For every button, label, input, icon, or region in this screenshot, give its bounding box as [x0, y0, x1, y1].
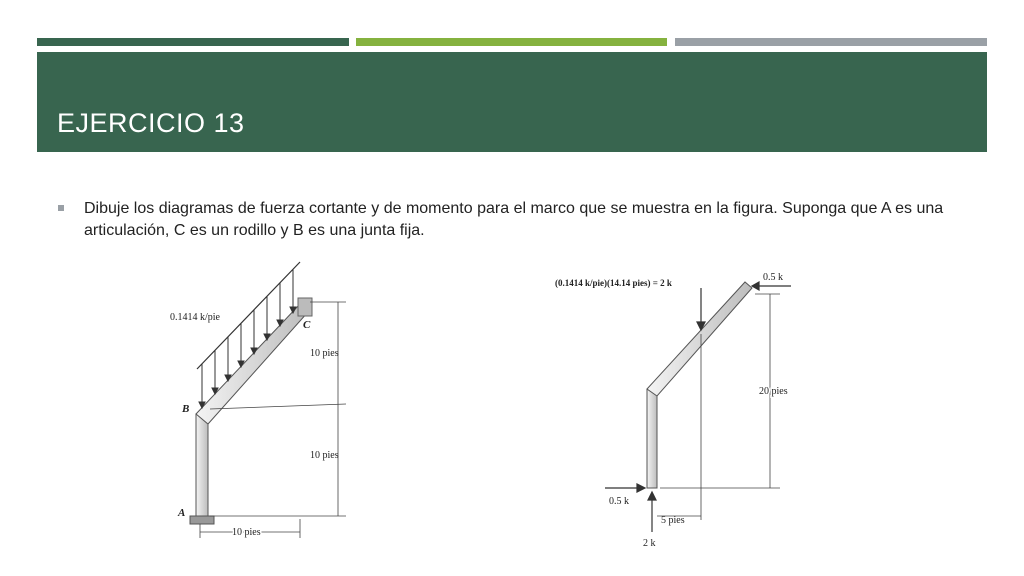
pin-support-a [190, 516, 214, 524]
free-body-diagram [555, 264, 810, 554]
top-force-label: 0.5 k [763, 272, 783, 283]
fbd-inclined [647, 282, 752, 396]
bullet-text: Dibuje los diagramas de fuerza cortante y de momento para el marco que se muestra en la figura. Suponga que A es una articulación, C es un rodillo y B es una junta fija. [84, 200, 944, 239]
bullet-item [58, 198, 968, 242]
roller-support-c [298, 298, 312, 316]
slide-title: EJERCICIO 13 [57, 108, 245, 138]
point-b-label: B [182, 403, 190, 415]
title-band [37, 52, 987, 152]
base-horizontal-arrow [605, 484, 645, 492]
dim-base-label: 10 pies [232, 527, 261, 538]
top-force-arrow [752, 282, 791, 290]
frame-diagram-left [160, 254, 370, 549]
accent-bar-gray [675, 38, 987, 46]
dim-lower-label: 10 pies [310, 450, 339, 461]
fbd-column [647, 382, 657, 488]
height-dim-label: 20 pies [759, 386, 788, 397]
base-offset-label: 5 pies [661, 515, 685, 526]
frame-figure-left [160, 254, 370, 549]
base-horizontal-label: 0.5 k [609, 496, 629, 507]
point-c-label: C [303, 319, 311, 331]
resultant-arrow [697, 288, 705, 330]
base-vertical-arrow [648, 492, 656, 532]
frame-figure-right [555, 264, 810, 554]
bullet-square-icon [58, 205, 64, 211]
accent-bar-green [356, 38, 667, 46]
resultant-label: (0.1414 k/pie)(14.14 pies) = 2 k [555, 278, 672, 288]
point-a-label: A [178, 507, 186, 519]
load-label: 0.1414 k/pie [170, 312, 220, 323]
dim-upper-label: 10 pies [310, 348, 339, 359]
base-vertical-label: 2 k [643, 538, 656, 549]
fbd-dimension-lines [657, 294, 780, 520]
accent-bar-dark [37, 38, 349, 46]
